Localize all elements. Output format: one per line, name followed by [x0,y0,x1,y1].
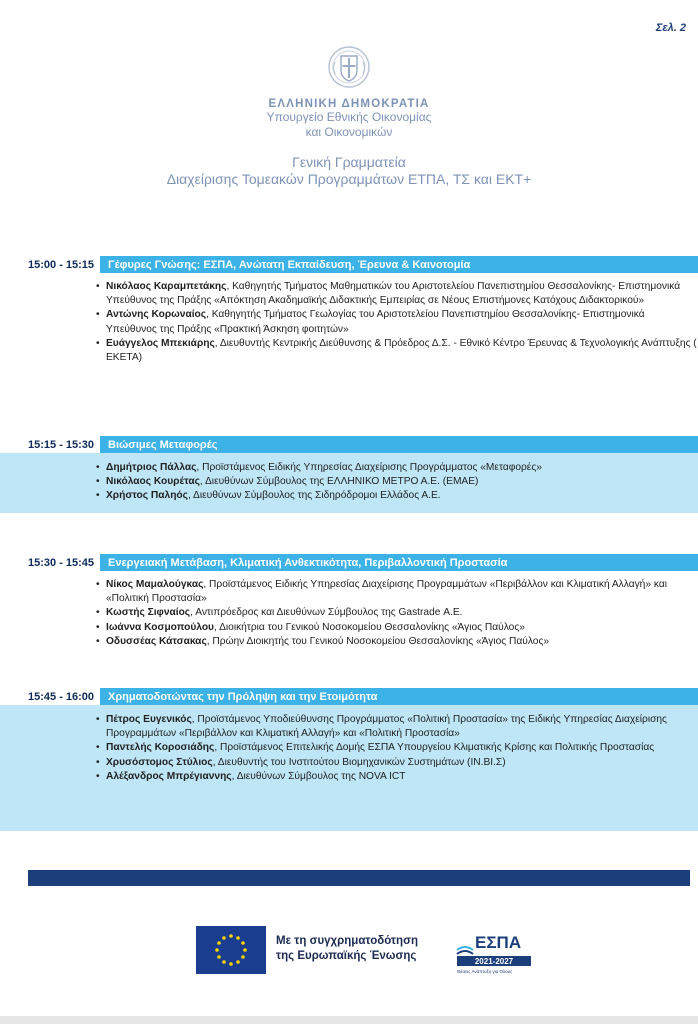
speaker-list [0,713,698,784]
bottom-strip [0,1016,698,1024]
greek-coat-of-arms-icon [326,44,372,90]
speaker-role: , Πρώην Διοικητής του Γενικού Νοσοκομείου Θεσσαλονίκης «Άγιος Παύλος» [206,635,550,647]
ministry-line-1: Υπουργείο Εθνικής Οικονομίας [266,110,432,124]
session-header-2 [0,436,698,453]
speaker-name: Χρήστος Παληός [106,490,188,502]
speaker-name: Νικόλαος Κουρέτας [106,476,200,488]
session-body-4 [0,705,698,831]
speaker-role: , Καθηγητής Τμήματος Μαθηματικών του Αριστοτελείου Πανεπιστημίου Θεσσαλονίκης- Επιστημονικά Υπεύθυνος της Πράξης «Απόκτηση Ακαδημαϊκής Διδακτικής Εμπειρίας σε Νέους Επιστήμονες Κατόχους Διδακτορικού» [106,281,681,307]
speaker-item [96,461,698,475]
general-secretariat-line-1: Γενική Γραμματεία [292,154,406,170]
speaker-role: , Διευθυντής του Ινστιτούτου Βιομηχανικών Συστημάτων (ΙΝ.ΒΙ.Σ) [212,756,506,768]
speaker-name: Οδυσσέας Κάτσακας [106,635,207,647]
speaker-name: Ευάγγελος Μπεκιάρης [106,337,215,349]
speaker-name: Κωστής Σιφναίος [106,607,191,619]
espa-tagline: Θέσεις Ανάπτυξη για Όλους [457,969,513,974]
speaker-name: Ιωάννα Κοσμοπούλου [106,621,214,633]
speaker-name: Δημήτριος Πάλλας [106,462,197,473]
speaker-item [96,606,698,620]
speaker-role: , Προϊστάμενος Ειδικής Υπηρεσίας Διαχείρισης Προγράμματος «Μεταφορές» [196,462,542,473]
page-number: Σελ. 2 [655,22,686,34]
session-time: 15:30 - 15:45 [28,556,95,569]
speaker-list [0,461,698,504]
speaker-item [96,489,698,503]
speaker-role: , Προϊστάμενος Ειδικής Υπηρεσίας Διαχείρισης Προγραμμάτων «Περιβάλλον και Κλιματική Αλλαγή» και «Πολιτική Προστασία» [106,579,667,605]
speaker-name: Νικόλαος Καραμπετάκης [106,281,227,292]
espa-logo [455,926,535,976]
espa-years: 2021-2027 [474,957,514,966]
speaker-role: , Διευθύνων Σύμβουλος της ΕΛΛΗΝΙΚΟ ΜΕΤΡΟ Α.Ε. (ΕΜΑΕ) [199,476,479,488]
speaker-name: Αντώνης Κορωναίος [106,309,207,321]
speaker-item [96,578,698,606]
speaker-role: , Καθηγητής Τμήματος Γεωλογίας του Αριστοτελείου Πανεπιστημίου Θεσσαλονίκης- Επιστημονικά Υπεύθυνος της Πράξης «Πρακτική Άσκηση φοιτητών» [106,309,645,335]
speaker-item [96,280,698,308]
speaker-item [96,741,698,755]
session-header-4 [0,688,698,705]
eu-cofunding-line-1: Με τη συγχρηματοδότηση [276,935,418,947]
session-title: Χρηματοδοτώντας την Πρόληψη και την Ετοιμότητα [100,688,698,705]
speaker-role: , Διευθύνων Σύμβουλος της Σιδηρόδρομοι Ελλάδος Α.Ε. [187,490,441,502]
session-title: Ενεργειακή Μετάβαση, Κλιματική Ανθεκτικότητα, Περιβαλλοντική Προστασία [100,554,698,571]
speaker-item [96,475,698,489]
speaker-item [96,308,698,336]
speaker-role: , Προϊστάμενος Υποδιεύθυνσης Προγράμματος «Πολιτική Προστασία» της Ειδικής Υπηρεσίας Διαχείρισης Προγραμμάτων «Περιβάλλον και Κλιματική Αλλαγή» και «Πολιτική Προστασία» [106,714,667,740]
speaker-item [96,635,698,649]
speaker-item [96,756,698,770]
document-header [0,44,698,188]
speaker-name: Χρυσόστομος Στύλιος [106,756,213,768]
speaker-list [0,578,698,649]
general-secretariat-line-2: Διαχείρισης Τομεακών Προγραμμάτων ΕΤΠΑ, ΤΣ και ΕΚΤ+ [166,171,532,187]
speaker-role: , Διευθυντής Κεντρικής Διεύθυνσης & Πρόεδρος Δ.Σ. - Εθνικό Κέντρο Έρευνας & Τεχνολογικής Ανάπτυξης ( ΕΚΕΤΑ) [106,337,697,364]
ministry-line-2: και Οικονομικών [305,125,393,139]
speaker-role: , Διευθύνων Σύμβουλος της NOVA ICT [231,770,406,782]
speaker-list [0,280,698,365]
speaker-role: , Διοικήτρια του Γενικού Νοσοκομείου Θεσσαλονίκης «Άγιος Παύλος» [213,621,525,633]
espa-logo-text: ΕΣΠΑ [475,933,522,952]
speaker-name: Νίκος Μαμαλούγκας [106,579,204,590]
session-title: Βιώσιμες Μεταφορές [100,436,698,453]
session-body-1 [0,280,698,400]
republic-label: ΕΛΛΗΝΙΚΗ ΔΗΜΟΚΡΑΤΙΑ [268,98,430,110]
speaker-item [96,337,698,365]
session-body-2 [0,453,698,513]
session-body-3 [0,578,698,662]
session-header-1 [0,256,698,273]
footer-divider-bar [28,870,690,886]
speaker-role: , Αντιπρόεδρος και Διευθύνων Σύμβουλος της Gastrade Α.Ε. [190,607,463,619]
speaker-role: , Προϊστάμενος Επιτελικής Δομής ΕΣΠΑ Υπουργείου Κλιματικής Κρίσης και Πολιτικής Προστασίας [214,742,655,754]
session-title: Γέφυρες Γνώσης: ΕΣΠΑ, Ανώτατη Εκπαίδευση, Έρευνα & Καινοτομία [100,256,698,273]
speaker-name: Αλέξανδρος Μπρέγιαννης [106,770,232,782]
session-time: 15:45 - 16:00 [28,690,95,703]
session-header-3 [0,554,698,571]
speaker-item [96,713,698,741]
session-time: 15:15 - 15:30 [28,438,95,451]
eu-flag-icon [196,926,266,974]
eu-cofunding-line-2: της Ευρωπαϊκής Ένωσης [276,950,417,962]
speaker-name: Πέτρος Ευγενικός [106,714,192,725]
speaker-name: Παντελής Κοροσιάδης [106,742,215,754]
speaker-item [96,770,698,784]
session-time: 15:00 - 15:15 [28,258,95,271]
eu-cofunding-text [276,934,418,964]
speaker-item [96,621,698,635]
